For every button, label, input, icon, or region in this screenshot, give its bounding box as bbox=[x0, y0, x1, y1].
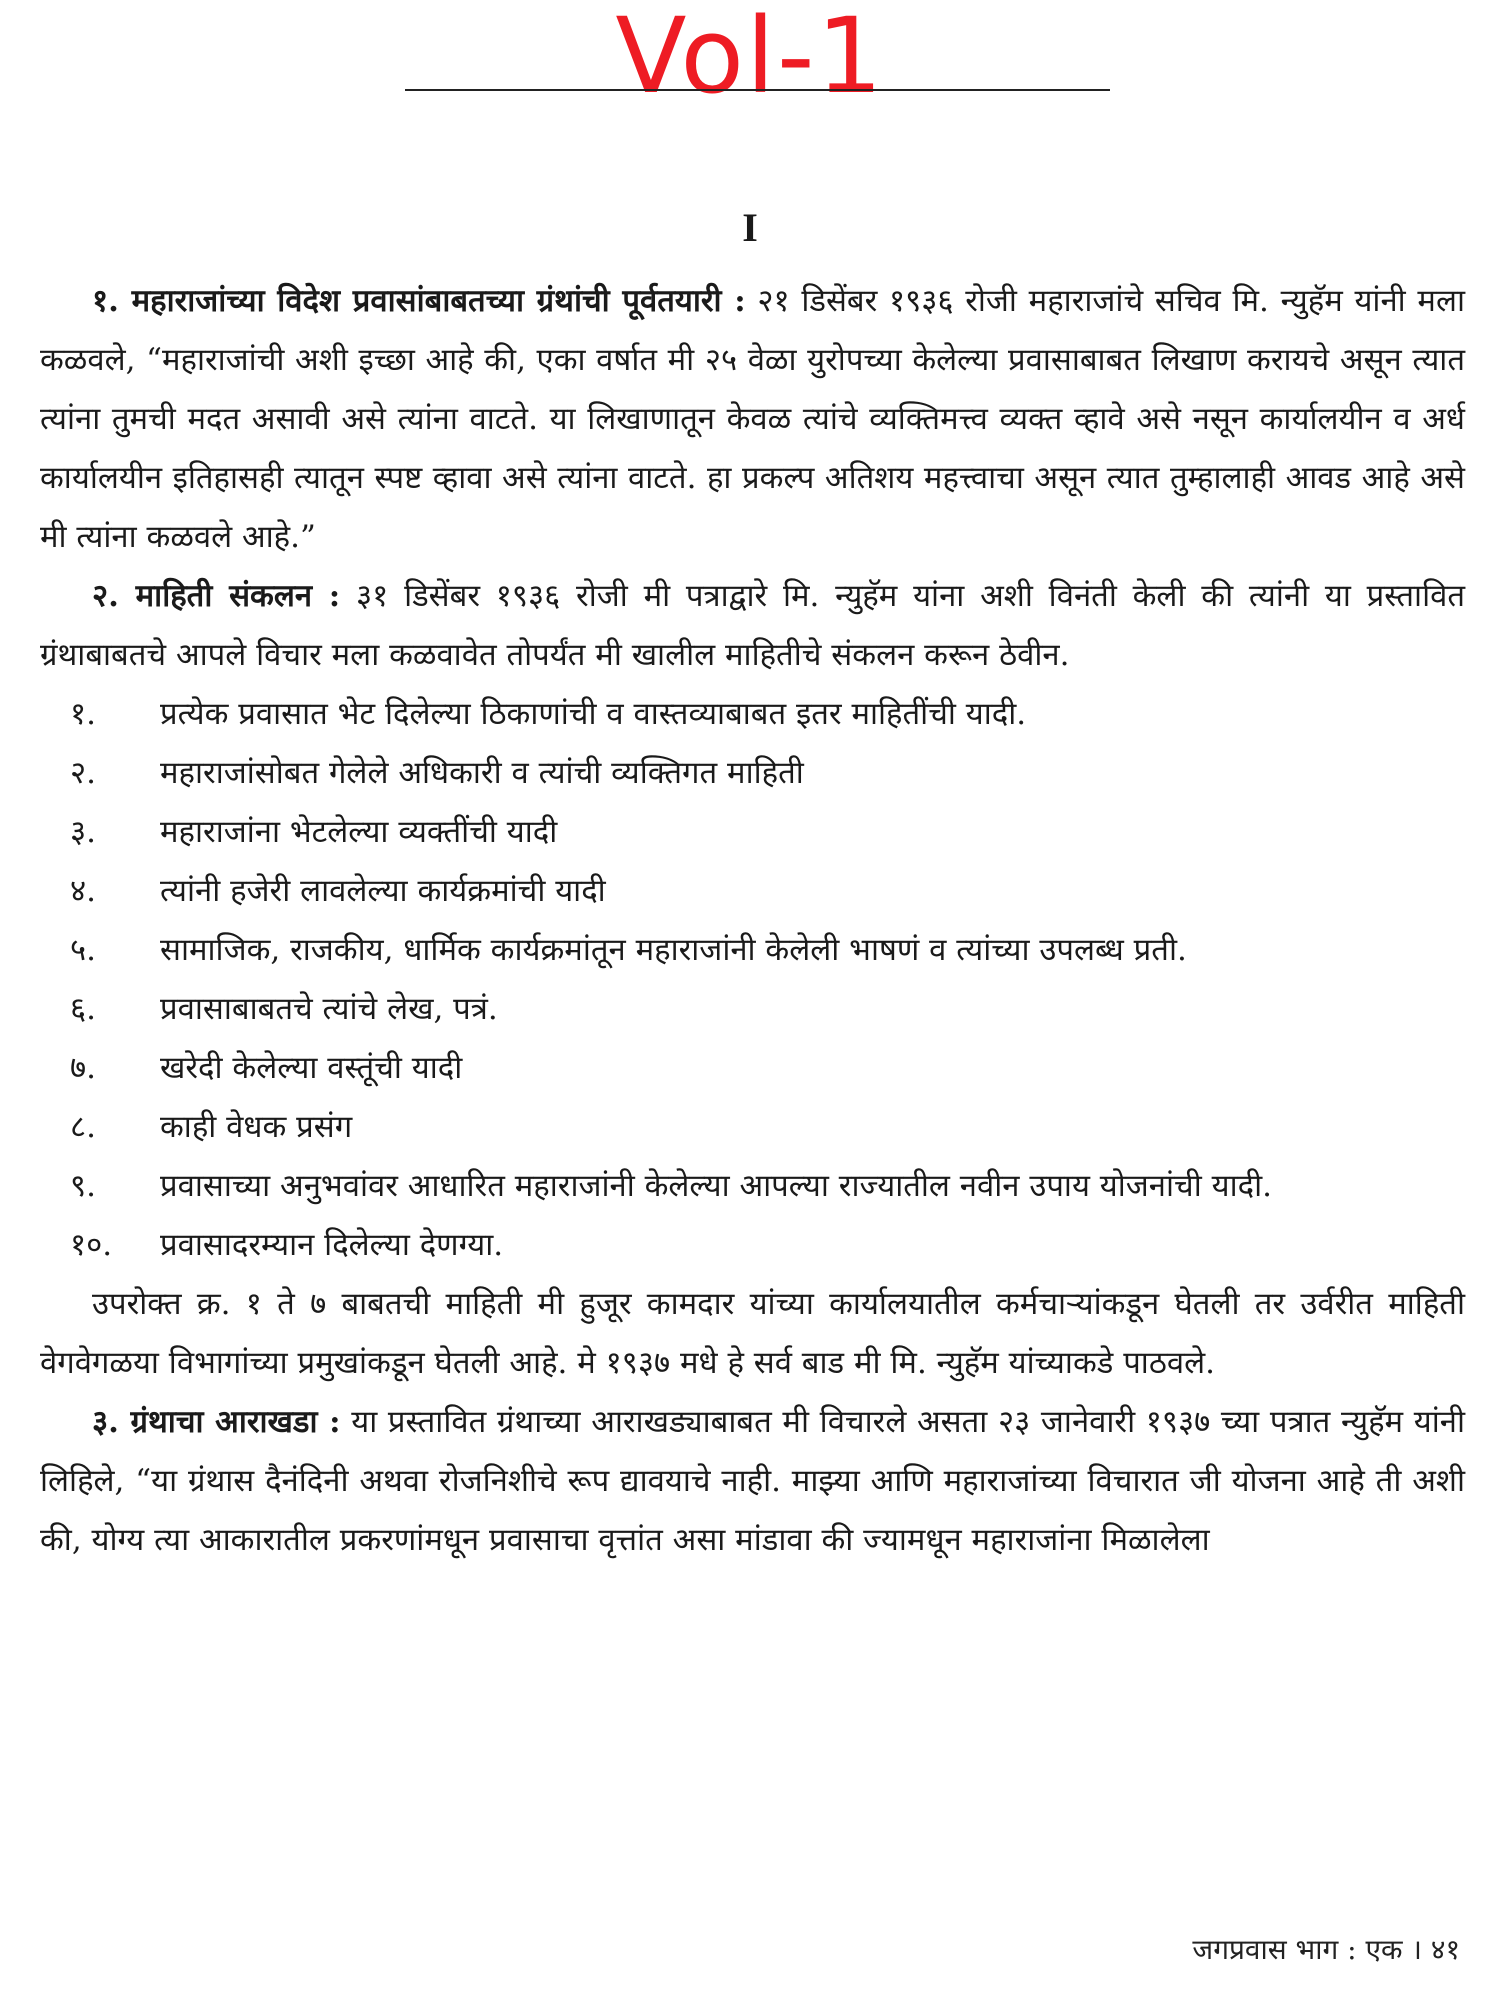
paragraph-4-text: या प्रस्तावित ग्रंथाच्या आराखड्याबाबत मी विचारले असता २३ जानेवारी १९३७ च्या पत्रात न्युहॅम यांनी लिहिले, “या ग्रंथास दैनंदिनी अथवा रोजनिशीचे रूप द्यावयाचे नाही. माझ्या आणि महाराजांच्या विचारात जी योजना आहे ती अशी की, योग्य त्या आकारातील प्रकरणांमधून प्रवासाचा वृत्तांत असा मांडावा की ज्यामधून महाराजांना मिळालेला bbox=[40, 1404, 1465, 1558]
list-item bbox=[40, 1216, 1465, 1275]
list-item bbox=[40, 980, 1465, 1039]
title-divider bbox=[405, 89, 1110, 91]
paragraph-2 bbox=[40, 567, 1465, 685]
list-item-text: खरेदी केलेल्या वस्तूंची यादी bbox=[160, 1050, 463, 1086]
list-item bbox=[40, 921, 1465, 980]
paragraph-2-heading: २. माहिती संकलन : bbox=[92, 578, 341, 614]
paragraph-3: उपरोक्त क्र. १ ते ७ बाबतची माहिती मी हुजूर कामदार यांच्या कार्यालयातील कर्मचाऱ्यांकडून घेतली तर उर्वरीत माहिती वेगवेगळया विभागांच्या प्रमुखांकडून घेतली आहे. मे १९३७ मधे हे सर्व बाड मी मि. न्युहॅम यांच्याकडे पाठवले. bbox=[40, 1286, 1465, 1381]
list-item-number: ६. bbox=[70, 991, 96, 1027]
list-item-text: काही वेधक प्रसंग bbox=[160, 1109, 353, 1145]
list-item-number: २. bbox=[70, 755, 96, 791]
list-item-text: सामाजिक, राजकीय, धार्मिक कार्यक्रमांतून महाराजांनी केलेली भाषणं व त्यांच्या उपलब्ध प्रती. bbox=[160, 932, 1187, 968]
list-item-number: ५. bbox=[70, 932, 96, 968]
list-item bbox=[40, 862, 1465, 921]
paragraph-1-heading: १. महाराजांच्या विदेश प्रवासांबाबतच्या ग्रंथांची पूर्वतयारी : bbox=[92, 283, 746, 319]
list-item-number: ४. bbox=[70, 873, 96, 909]
list-item bbox=[40, 1157, 1465, 1216]
list-item bbox=[40, 803, 1465, 862]
paragraph-4-heading: ३. ग्रंथाचा आराखडा : bbox=[92, 1404, 341, 1440]
list-item-number: ९. bbox=[70, 1168, 96, 1204]
info-list bbox=[40, 685, 1465, 1275]
list-item bbox=[40, 1098, 1465, 1157]
paragraph-1 bbox=[40, 272, 1465, 567]
list-item bbox=[40, 685, 1465, 744]
list-item-text: प्रवासाच्या अनुभवांवर आधारित महाराजांनी केलेल्या आपल्या राज्यातील नवीन उपाय योजनांची यादी. bbox=[160, 1168, 1272, 1204]
section-numeral: I bbox=[742, 205, 758, 250]
page-footer: जगप्रवास भाग : एक । ४१ bbox=[1192, 1933, 1460, 1966]
page-body bbox=[40, 272, 1465, 1570]
list-item-number: ७. bbox=[70, 1050, 96, 1086]
list-item-text: त्यांनी हजेरी लावलेल्या कार्यक्रमांची यादी bbox=[160, 873, 606, 909]
list-item-number: ३. bbox=[70, 814, 96, 850]
list-item-text: महाराजांसोबत गेलेले अधिकारी व त्यांची व्यक्तिगत माहिती bbox=[160, 755, 804, 791]
list-item-text: प्रत्येक प्रवासात भेट दिलेल्या ठिकाणांची व वास्तव्याबाबत इतर माहितींची यादी. bbox=[160, 696, 1027, 732]
list-item-text: प्रवासादरम्यान दिलेल्या देणग्या. bbox=[160, 1227, 504, 1263]
volume-label: Vol-1 bbox=[615, 0, 885, 117]
paragraph-2-text: ३१ डिसेंबर १९३६ रोजी मी पत्राद्वारे मि. न्युहॅम यांना अशी विनंती केली की त्यांनी या प्रस्तावित ग्रंथाबाबतचे आपले विचार मला कळवावेत तोपर्यंत मी खालील माहितीचे संकलन करून ठेवीन. bbox=[40, 578, 1466, 673]
list-item bbox=[40, 1039, 1465, 1098]
list-item-number: १०. bbox=[70, 1227, 113, 1263]
paragraph-1-text: २१ डिसेंबर १९३६ रोजी महाराजांचे सचिव मि. न्युहॅम यांनी मला कळवले, “महाराजांची अशी इच्छा आहे की, एका वर्षात मी २५ वेळा युरोपच्या केलेल्या प्रवासाबाबत लिखाण करायचे असून त्यात त्यांना तुमची मदत असावी असे त्यांना वाटते. या लिखाणातून केवळ त्यांचे व्यक्तिमत्त्व व्यक्त व्हावे असे नसून कार्यालयीन व अर्ध कार्यालयीन इतिहासही त्यातून स्पष्ट व्हावा असे त्यांना वाटते. हा प्रकल्प अतिशय महत्त्वाचा असून त्यात तुम्हालाही आवड आहे असे मी त्यांना कळवले आहे.” bbox=[40, 283, 1465, 555]
list-item bbox=[40, 744, 1465, 803]
list-item-text: प्रवासाबाबतचे त्यांचे लेख, पत्रं. bbox=[160, 991, 498, 1027]
list-item-number: १. bbox=[70, 696, 96, 732]
list-item-text: महाराजांना भेटलेल्या व्यक्तींची यादी bbox=[160, 814, 558, 850]
list-item-number: ८. bbox=[70, 1109, 96, 1145]
paragraph-4 bbox=[40, 1393, 1465, 1570]
